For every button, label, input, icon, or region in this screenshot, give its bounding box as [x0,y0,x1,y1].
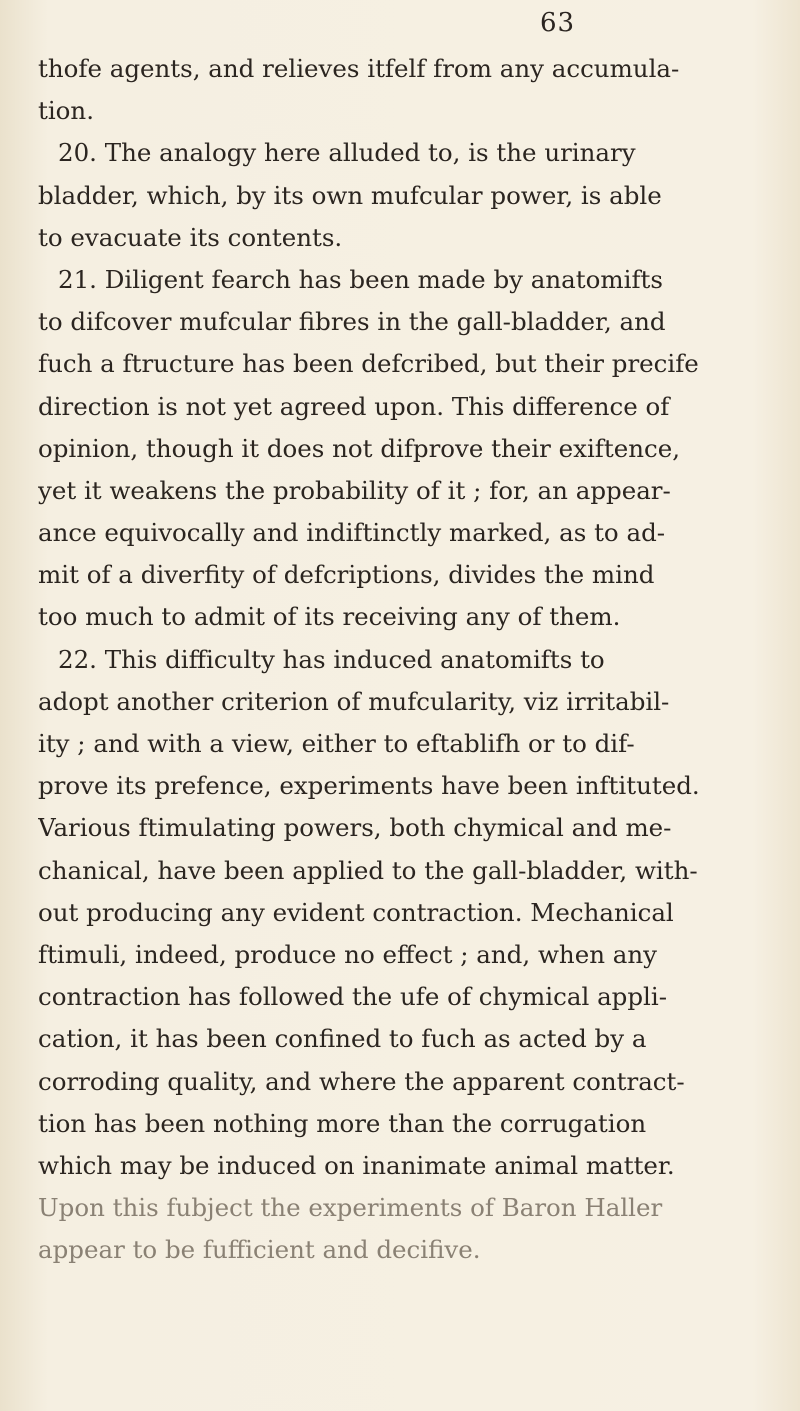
text-line: mit of a diverfity of defcriptions, divides the mind [38,560,655,590]
text-line: appear to be fufficient and decifive. [38,1235,481,1265]
text-line: opinion, though it does not difprove their exiftence, [38,433,680,463]
text-line: adopt another criterion of mufcularity, viz irritabil- [38,686,670,716]
text-line: Upon this fubject the experiments of Baron Haller [38,1193,663,1223]
text-line: corroding quality, and where the apparent contract- [38,1066,685,1096]
text-line: cation, it has been confined to fuch as acted by a [38,1024,647,1054]
text-line: to difcover mufcular fibres in the gall-bladder, and [38,307,666,337]
paragraph-21-start: 21. Diligent fearch has been made by anatomifts [58,264,663,294]
page-number: 63 [540,8,576,38]
text-line: which may be induced on inanimate animal matter. [38,1150,675,1180]
paragraph-22-start: 22. This difficulty has induced anatomifts to [58,644,605,674]
text-line: prove its prefence, experiments have been inftituted. [38,771,700,801]
text-line: out producing any evident contraction. Mechanical [38,897,674,927]
text-line: yet it weakens the probability of it ; for, an appear- [38,475,671,505]
text-line: ity ; and with a view, either to eftablifh or to dif- [38,729,635,758]
body-text [38,48,794,1271]
text-line: fuch a ftructure has been defcribed, but their precife [38,349,699,379]
text-line: ftimuli, indeed, produce no effect ; and, when any [38,939,657,969]
text-line: chanical, have been applied to the gall-bladder, with- [38,855,698,885]
text-line: direction is not yet agreed upon. This difference of [38,391,670,421]
text-line: thofe agents, and relieves itfelf from any accumula- [38,54,680,83]
text-line: too much to admit of its receiving any of them. [38,602,621,632]
paragraph-20-start: 20. The analogy here alluded to, is the urinary [58,138,636,168]
text-line: Various ftimulating powers, both chymical and me- [38,813,672,843]
text-line: to evacuate its contents. [38,222,343,252]
text-line: tion. [38,96,94,126]
text-line: bladder, which, by its own mufcular power, is able [38,180,662,210]
text-line: contraction has followed the ufe of chymical appli- [38,982,667,1012]
text-line: ance equivocally and indiftinctly marked, as to ad- [38,518,666,548]
text-line: tion has been nothing more than the corrugation [38,1108,647,1138]
